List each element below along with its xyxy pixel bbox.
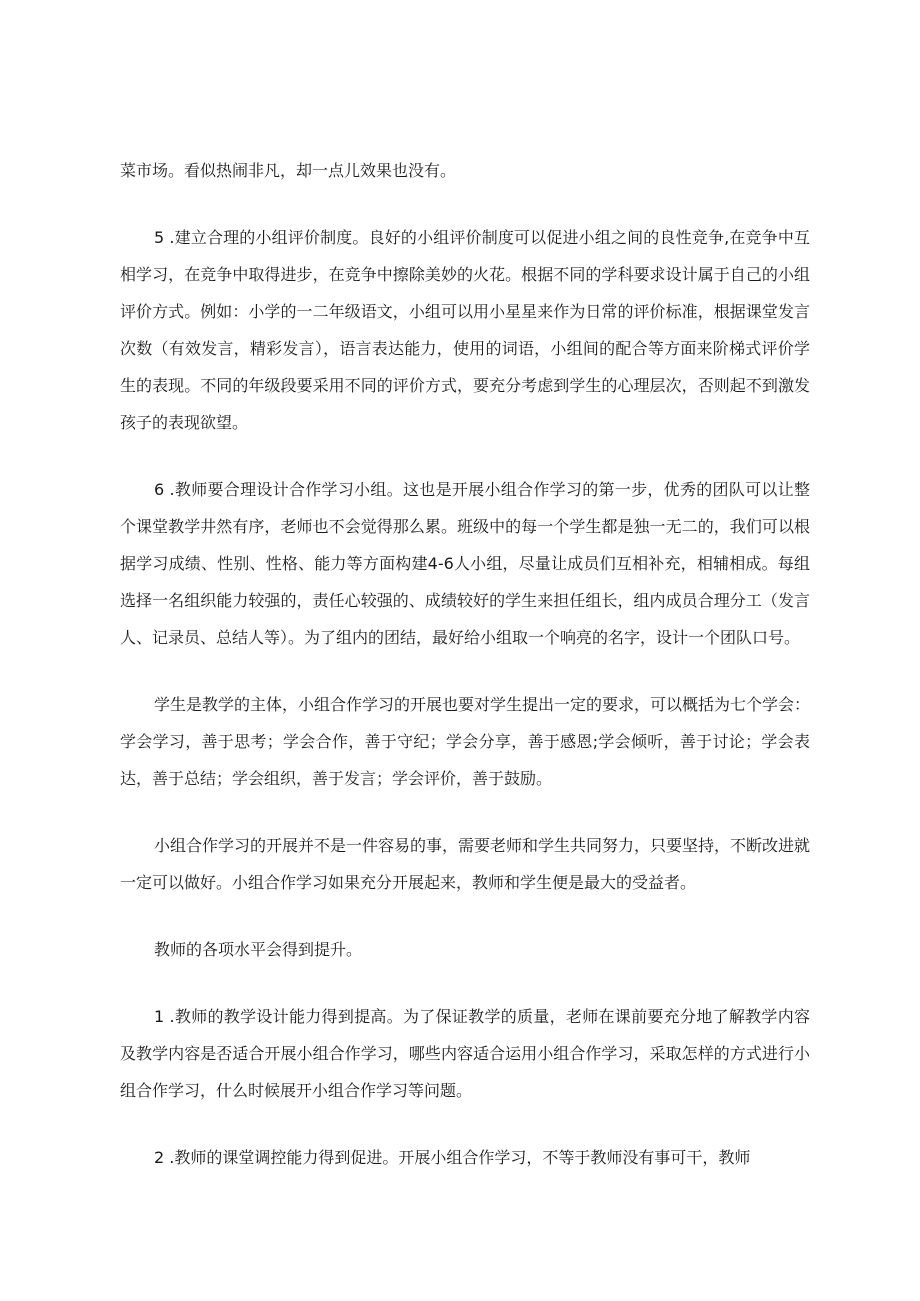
paragraph-item-5: 5 .建立合理的小组评价制度。良好的小组评价制度可以促进小组之间的良性竞争,在竞争中互相学习，在竞争中取得进步，在竞争中擦除美妙的火花。根据不同的学科要求设计属于自己的小组评价方式。例如：小学的一二年级语文，小组可以用小星星来作为日常的评价标准，根据课堂发言次数（有效发言，精彩发言），语言表达能力，使用的词语，小组间的配合等方面来阶梯式评价学生的表现。不同的年级段要采用不同的评价方式，要充分考虑到学生的心理层次，否则起不到激发孩子的表现欲望。 (120, 228, 810, 432)
document-body (120, 152, 810, 1206)
paragraph-teacher-improvement: 教师的各项水平会得到提升。 (154, 940, 363, 959)
paragraph-item-6: 6 .教师要合理设计合作学习小组。这也是开展小组合作学习的第一步，优秀的团队可以让整个课堂教学井然有序，老师也不会觉得那么累。班级中的每一个学生都是独一无二的，我们可以根据学习成绩、性别、性格、能力等方面构建4-6人小组，尽量让成员们互相补充，相辅相成。每组选择一名组织能力较强的，责任心较强的、成绩较好的学生来担任组长，组内成员合理分工（发言人、记录员、总结人等）。为了组内的团结，最好给小组取一个响亮的名字，设计一个团队口号。 (120, 480, 810, 647)
paragraph-continuation: 菜市场。看似热闹非凡，却一点儿效果也没有。 (120, 161, 457, 180)
paragraph-student-requirements: 学生是教学的主体，小组合作学习的开展也要对学生提出一定的要求，可以概括为七个学会：学会学习，善于思考；学会合作，善于守纪；学会分享，善于感恩;学会倾听，善于讨论；学会表达，善于总结；学会组织，善于发言；学会评价，善于鼓励。 (120, 695, 811, 788)
paragraph-item-2: 2 .教师的课堂调控能力得到促进。开展小组合作学习，不等于教师没有事可干，教师 (154, 1148, 751, 1167)
paragraph-summary: 小组合作学习的开展并不是一件容易的事，需要老师和学生共同努力，只要坚持，不断改进就一定可以做好。小组合作学习如果充分开展起来，教师和学生便是最大的受益者。 (120, 836, 811, 892)
paragraph-item-1: 1 .教师的教学设计能力得到提高。为了保证教学的质量，老师在课前要充分地了解教学内容及教学内容是否适合开展小组合作学习，哪些内容适合运用小组合作学习，采取怎样的方式进行小组合作学习，什么时候展开小组合作学习等问题。 (120, 1007, 810, 1100)
